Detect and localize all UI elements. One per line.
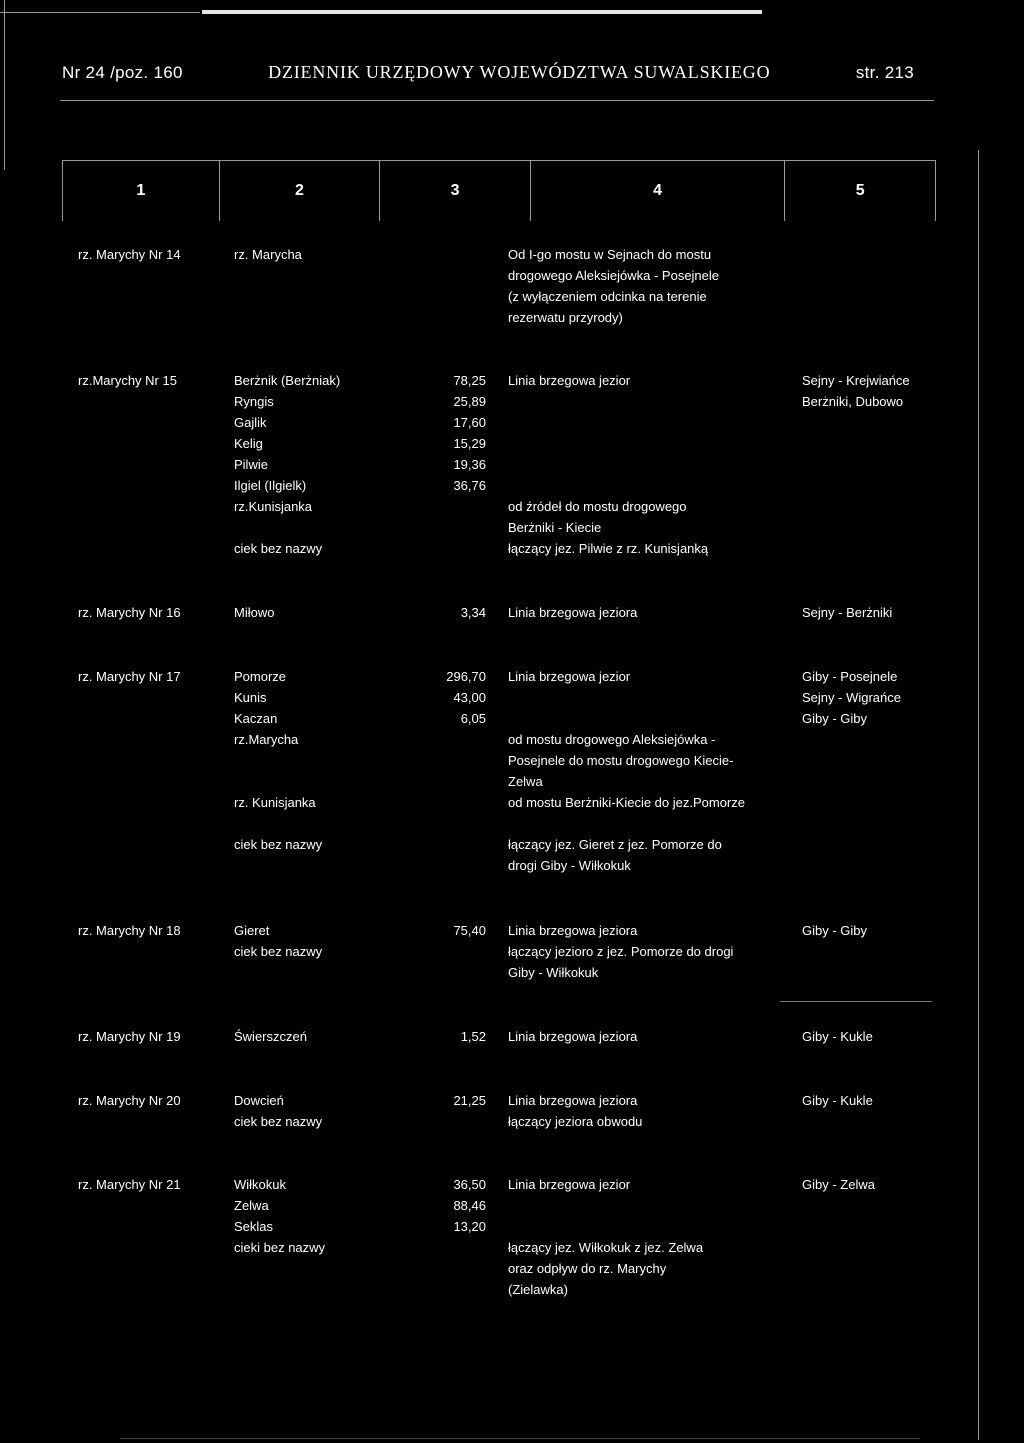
river-cell: rz. Marychy Nr 19 (78, 1029, 181, 1044)
river-cell: rz. Marychy Nr 21 (78, 1177, 181, 1192)
row-separator (780, 1001, 932, 1002)
river-cell: rz. Marychy Nr 17 (78, 669, 181, 684)
place-cell: Giby - Kukle (802, 1029, 873, 1044)
top-edge-bar (202, 10, 762, 14)
column-header: 3 (380, 161, 531, 221)
description-cell: Linia brzegowa jezior od źródeł do mostu drogowego Berżniki - Kiecie łączący jez. Pilwie z rz. Kunisjanką (508, 373, 709, 556)
table-header (62, 160, 936, 221)
river-cell: rz. Marychy Nr 16 (78, 605, 181, 620)
description-cell: Linia brzegowa jeziora (508, 605, 638, 620)
river-cell: rz.Marychy Nr 15 (78, 373, 177, 388)
description-cell: Od I-go mostu w Sejnach do mostu drogowego Aleksiejówka - Posejnele (z wyłączeniem odcinka na terenie rezerwatu przyrody) (508, 247, 720, 325)
area-cell: 21,25 (453, 1093, 486, 1108)
right-edge-line (978, 150, 979, 1440)
description-cell: Linia brzegowa jezior łączący jez. Wiłkokuk z jez. Zelwa oraz odpływ do rz. Marychy (Zielawka) (508, 1177, 704, 1297)
place-cell: Giby - Kukle (802, 1093, 873, 1108)
river-cell: rz. Marychy Nr 20 (78, 1093, 181, 1108)
place-cell: Giby - Posejnele Sejny - Wigrańce Giby - Giby (802, 669, 901, 726)
area-cell: 3,34 (460, 605, 486, 620)
left-edge-line (4, 0, 5, 170)
area-cell: 75,40 (453, 923, 486, 938)
description-cell: Linia brzegowa jezior od mostu drogowego Aleksiejówka - Posejnele do mostu drogowego Kiecie- Zelwa od mostu Berżniki-Kiecie do jez.Pomorze łączący jez. Gieret z jez. Pomorze do drogi Giby - Wiłkokuk (508, 669, 745, 873)
column-header: 1 (63, 161, 220, 221)
column-header: 4 (531, 161, 785, 221)
area-cell: 78,25 25,89 17,60 15,29 19,36 36,76 (453, 373, 486, 493)
place-cell: Giby - Zelwa (802, 1177, 875, 1192)
river-cell: rz. Marychy Nr 18 (78, 923, 181, 938)
journal-title: DZIENNIK URZĘDOWY WOJEWÓDZTWA SUWALSKIEGO (268, 62, 771, 82)
issue-number: Nr 24 /poz. 160 (62, 63, 183, 82)
description-cell: Linia brzegowa jeziora łączący jezioro z jez. Pomorze do drogi Giby - Wiłkokuk (508, 923, 734, 980)
name-cell: Wiłkokuk Zelwa Seklas cieki bez nazwy (234, 1177, 326, 1255)
river-cell: rz. Marychy Nr 14 (78, 247, 181, 262)
top-rule-left (0, 12, 200, 13)
page-number: str. 213 (855, 63, 914, 82)
place-cell: Sejny - Berżniki (802, 605, 893, 620)
name-cell: Dowcień ciek bez nazwy (234, 1093, 323, 1129)
bottom-rule (120, 1438, 920, 1439)
description-cell: Linia brzegowa jeziora (508, 1029, 638, 1044)
header-rule (60, 100, 934, 101)
description-cell: Linia brzegowa jeziora łączący jeziora obwodu (508, 1093, 643, 1129)
name-cell: Gieret ciek bez nazwy (234, 923, 323, 959)
name-cell: rz. Marycha (234, 247, 302, 262)
area-cell: 36,50 88,46 13,20 (453, 1177, 486, 1234)
area-cell: 1,52 (460, 1029, 486, 1044)
name-cell: Świerszczeń (234, 1029, 307, 1044)
column-header: 2 (220, 161, 381, 221)
column-header: 5 (855, 182, 865, 199)
place-cell: Giby - Giby (802, 923, 868, 938)
place-cell: Sejny - Krejwiańce Berżniki, Dubowo (802, 373, 910, 409)
name-cell: Pomorze Kunis Kaczan rz.Marycha rz. Kunisjanka ciek bez nazwy (234, 669, 323, 852)
name-cell: Berżnik (Berżniak) Ryngis Gajlik Kelig Pilwie Ilgiel (Ilgielk) rz.Kunisjanka ciek bez nazwy (234, 373, 341, 556)
name-cell: Miłowo (234, 605, 275, 620)
area-cell: 296,70 43,00 6,05 (446, 669, 486, 726)
page-header (62, 62, 914, 83)
